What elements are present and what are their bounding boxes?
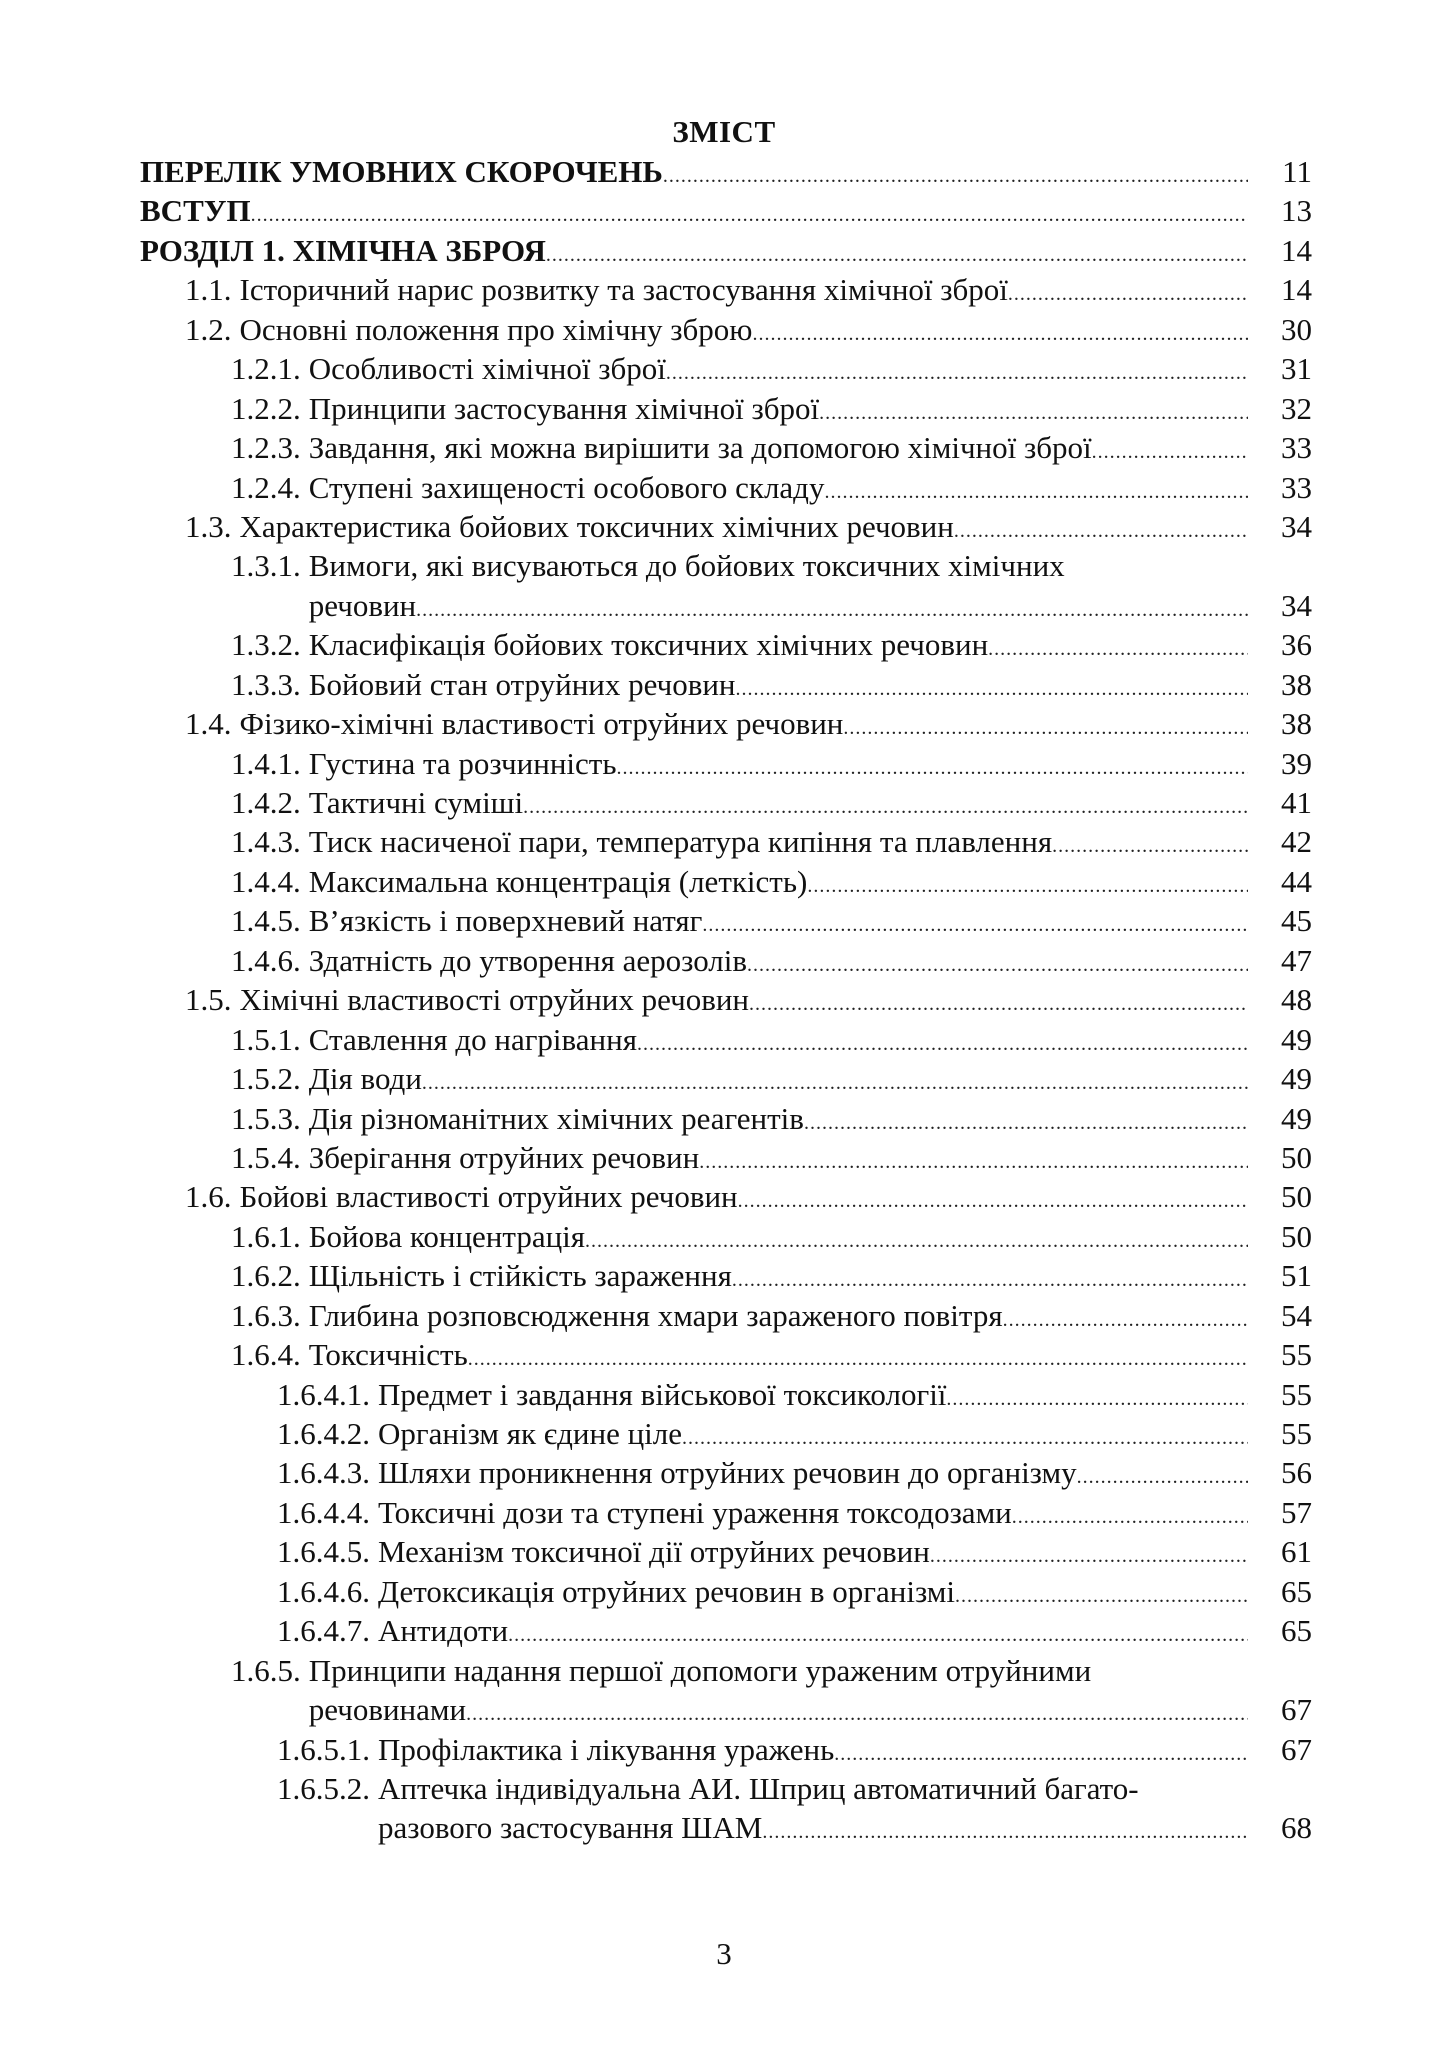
toc-entry-page: 48 bbox=[1281, 982, 1312, 1018]
toc-entry[interactable] bbox=[140, 901, 1312, 940]
toc-entry[interactable] bbox=[140, 1414, 1312, 1453]
toc-entry[interactable] bbox=[140, 1651, 1312, 1690]
toc-entry-page: 41 bbox=[1281, 785, 1312, 820]
toc-entry-page: 61 bbox=[1281, 1534, 1312, 1570]
toc-entry-title: ПЕРЕЛІК УМОВНИХ СКОРОЧЕНЬ bbox=[140, 154, 663, 189]
toc-entry[interactable] bbox=[140, 744, 1312, 783]
toc-entry-body bbox=[231, 783, 1248, 827]
toc-entry[interactable] bbox=[140, 1769, 1312, 1808]
toc-entry-page: 50 bbox=[1281, 1179, 1312, 1215]
toc-entry[interactable] bbox=[140, 389, 1312, 428]
toc-entry-number: 1.4. bbox=[185, 706, 232, 742]
toc-entry-body bbox=[140, 191, 1248, 235]
toc-entry-body bbox=[231, 1256, 1248, 1300]
toc-entry-body bbox=[185, 270, 1248, 314]
toc-entry-page: 14 bbox=[1281, 232, 1312, 268]
toc-entry[interactable] bbox=[140, 1099, 1312, 1138]
toc-entry[interactable] bbox=[140, 1690, 1312, 1729]
toc-entry-number: 1.6.4.3. bbox=[277, 1455, 370, 1491]
toc-entry-body bbox=[140, 231, 1248, 275]
toc-entry-body bbox=[185, 310, 1248, 354]
toc-entry-title: Принципи застосування хімічної зброї bbox=[308, 390, 820, 426]
toc-entry[interactable] bbox=[140, 349, 1312, 388]
toc-entry-title: Антидоти bbox=[378, 1613, 509, 1649]
toc-entry-title: РОЗДІЛ 1. ХІМІЧНА ЗБРОЯ bbox=[140, 232, 546, 268]
toc-entry-page: 49 bbox=[1281, 1061, 1312, 1097]
toc-entry-title: Характеристика бойових токсичних хімічних речовин bbox=[239, 508, 954, 544]
toc-entry[interactable] bbox=[140, 468, 1312, 507]
toc-entry-body bbox=[277, 1493, 1248, 1537]
toc-entry-title: речовин bbox=[308, 587, 417, 623]
toc-entry-number: 1.2.3. bbox=[231, 430, 301, 466]
toc-entry-number: 1.6.4.5. bbox=[277, 1534, 370, 1570]
toc-entry-title: Тактичні суміші bbox=[308, 785, 524, 820]
toc-entry[interactable] bbox=[140, 783, 1312, 822]
toc-entry[interactable] bbox=[140, 1808, 1312, 1847]
toc-entry-title: Профілактика і лікування уражень bbox=[378, 1731, 835, 1767]
toc-entry-title: Аптечка індивідуальна АИ. Шприц автоматичний багато- bbox=[378, 1770, 1139, 1806]
toc-entry-page: 42 bbox=[1281, 824, 1312, 860]
toc-entry-title: разового застосування ШАМ bbox=[378, 1810, 763, 1846]
toc-entry-body bbox=[231, 901, 1248, 945]
toc-entry-page: 55 bbox=[1281, 1376, 1312, 1412]
toc-entry[interactable] bbox=[140, 1730, 1312, 1769]
toc-entry-page: 57 bbox=[1281, 1494, 1312, 1530]
toc-entry-title: Бойовий стан отруйних речовин bbox=[308, 666, 736, 702]
toc-entry[interactable] bbox=[140, 507, 1312, 546]
toc-entry-body bbox=[231, 625, 1248, 669]
toc-entry-page: 36 bbox=[1281, 627, 1312, 663]
toc-entry-title: Бойові властивості отруйних речовин bbox=[239, 1179, 738, 1215]
toc-entry-page: 50 bbox=[1281, 1218, 1312, 1254]
toc-entry[interactable] bbox=[140, 1020, 1312, 1059]
toc-entry[interactable] bbox=[140, 1217, 1312, 1256]
toc-entry-body bbox=[231, 862, 1248, 906]
toc-entry-number: 1.6.5. bbox=[231, 1652, 301, 1688]
toc-entry-number: 1.6.5.1. bbox=[277, 1731, 370, 1767]
toc-entry-body bbox=[231, 349, 1248, 393]
toc-entry[interactable] bbox=[140, 1296, 1312, 1335]
toc-entry[interactable] bbox=[140, 862, 1312, 901]
toc-entry-number: 1.5.3. bbox=[231, 1100, 301, 1136]
toc-entry[interactable] bbox=[140, 1138, 1312, 1177]
dot-leader bbox=[762, 1813, 1248, 1852]
toc-entry-number: 1.5.1. bbox=[231, 1021, 301, 1057]
toc-entry-number: 1.5. bbox=[185, 982, 232, 1018]
toc-entry[interactable] bbox=[140, 1177, 1312, 1216]
toc-entry-body bbox=[277, 1730, 1248, 1774]
toc-entry-page: 38 bbox=[1281, 666, 1312, 702]
toc-entry-title: речовинами bbox=[308, 1692, 467, 1728]
toc-entry[interactable] bbox=[140, 152, 1312, 191]
toc-entry-page: 51 bbox=[1281, 1258, 1312, 1294]
toc-entry-title: Тиск насиченої пари, температура кипіння та плавлення bbox=[308, 824, 1053, 860]
toc-entry[interactable] bbox=[140, 1335, 1312, 1374]
toc-entry-title: Максимальна концентрація (леткість) bbox=[308, 863, 808, 899]
toc-entry-number: 1.2.2. bbox=[231, 390, 301, 426]
toc-entry-title: Густина та розчинність bbox=[308, 745, 617, 781]
toc-entry-page: 67 bbox=[1281, 1692, 1312, 1728]
toc-entry-number: 1.4.6. bbox=[231, 942, 301, 978]
toc-entry-page: 67 bbox=[1281, 1731, 1312, 1767]
table-of-contents bbox=[140, 152, 1312, 1848]
toc-entry-body bbox=[231, 1020, 1248, 1064]
toc-entry-title: В’язкість і поверхневий натяг bbox=[308, 903, 703, 939]
toc-entry-page: 45 bbox=[1281, 903, 1312, 939]
toc-entry-page: 32 bbox=[1281, 390, 1312, 426]
toc-entry-title: Фізико-хімічні властивості отруйних речовин bbox=[239, 706, 844, 742]
toc-entry-page: 30 bbox=[1281, 311, 1312, 347]
toc-entry-body bbox=[231, 468, 1248, 512]
toc-entry[interactable] bbox=[140, 625, 1312, 664]
toc-entry-title: Глибина розповсюдження хмари зараженого повітря bbox=[308, 1297, 1003, 1333]
toc-entry-body bbox=[277, 1453, 1248, 1497]
toc-entry-number: 1.6.1. bbox=[231, 1218, 301, 1254]
toc-entry-page: 13 bbox=[1281, 193, 1312, 229]
toc-entry-page: 56 bbox=[1281, 1455, 1312, 1491]
toc-entry-number: 1.5.2. bbox=[231, 1061, 301, 1097]
toc-entry-title: Механізм токсичної дії отруйних речовин bbox=[378, 1534, 930, 1570]
toc-entry-number: 1.6.4.1. bbox=[277, 1376, 370, 1412]
toc-entry-page: 33 bbox=[1281, 430, 1312, 466]
toc-entry-number: 1.3.2. bbox=[231, 627, 301, 663]
toc-entry-number: 1.4.1. bbox=[231, 745, 301, 781]
toc-entry-title: Класифікація бойових токсичних хімічних речовин bbox=[308, 627, 989, 663]
toc-entry-number: 1.6. bbox=[185, 1179, 232, 1215]
toc-entry-body bbox=[231, 665, 1248, 709]
toc-entry-title: Детоксикація отруйних речовин в організмі bbox=[378, 1573, 955, 1609]
toc-entry-body bbox=[231, 1099, 1248, 1143]
toc-entry-title: Особливості хімічної зброї bbox=[308, 351, 666, 387]
toc-entry[interactable] bbox=[140, 231, 1312, 270]
toc-entry-title: Токсичні дози та ступені ураження токсодозами bbox=[378, 1494, 1012, 1530]
toc-entry-page: 31 bbox=[1281, 351, 1312, 387]
toc-entry-page: 34 bbox=[1281, 587, 1312, 623]
toc-entry-body bbox=[231, 1296, 1248, 1340]
toc-entry-title: Зберігання отруйних речовин bbox=[308, 1139, 700, 1175]
toc-entry[interactable] bbox=[140, 941, 1312, 980]
toc-entry[interactable] bbox=[140, 665, 1312, 704]
toc-entry-title: Дія води bbox=[308, 1061, 422, 1097]
toc-entry-number: 1.2.4. bbox=[231, 469, 301, 505]
toc-entry-page: 14 bbox=[1281, 272, 1312, 308]
toc-entry-title: Ставлення до нагрівання bbox=[308, 1021, 637, 1057]
toc-entry-number: 1.2.1. bbox=[231, 351, 301, 387]
toc-entry-body bbox=[277, 1572, 1248, 1616]
toc-entry-number: 1.6.4. bbox=[231, 1337, 301, 1373]
toc-entry-number: 1.4.4. bbox=[231, 863, 301, 899]
toc-entry-page: 55 bbox=[1281, 1337, 1312, 1373]
toc-entry[interactable] bbox=[140, 310, 1312, 349]
toc-entry-page: 11 bbox=[1282, 154, 1312, 189]
toc-entry-body bbox=[231, 389, 1248, 433]
toc-entry-page: 34 bbox=[1281, 508, 1312, 544]
toc-entry-title: Предмет і завдання військової токсикології bbox=[378, 1376, 947, 1412]
toc-entry-body bbox=[231, 428, 1248, 472]
toc-entry-page: 68 bbox=[1281, 1810, 1312, 1846]
toc-entry-body bbox=[231, 744, 1248, 788]
toc-entry-body bbox=[231, 1138, 1248, 1182]
toc-entry-body bbox=[277, 1414, 1248, 1458]
toc-entry-page: 44 bbox=[1281, 863, 1312, 899]
toc-entry-page: 47 bbox=[1281, 942, 1312, 978]
page-number: 3 bbox=[716, 1936, 732, 1971]
toc-entry-title: Вимоги, які висуваються до бойових токсичних хімічних bbox=[308, 548, 1065, 584]
toc-entry-number: 1.6.3. bbox=[231, 1297, 301, 1333]
toc-entry-body bbox=[231, 1651, 1248, 1690]
toc-entry-number: 1.3.1. bbox=[231, 548, 301, 584]
toc-entry[interactable] bbox=[140, 546, 1312, 585]
toc-entry-title: Ступені захищеності особового складу bbox=[308, 469, 825, 505]
toc-entry-number: 1.4.3. bbox=[231, 824, 301, 860]
toc-entry-title: Основні положення про хімічну зброю bbox=[239, 311, 753, 347]
toc-entry-body bbox=[231, 1690, 1248, 1734]
toc-entry[interactable] bbox=[140, 1453, 1312, 1492]
toc-entry-number: 1.6.4.4. bbox=[277, 1494, 370, 1530]
toc-entry-title: Історичний нарис розвитку та застосування хімічної зброї bbox=[239, 272, 1008, 308]
toc-entry-body bbox=[231, 546, 1248, 585]
toc-entry-page: 49 bbox=[1281, 1100, 1312, 1136]
toc-entry-title: Хімічні властивості отруйних речовин bbox=[239, 982, 750, 1018]
toc-entry-title: ВСТУП bbox=[140, 193, 251, 229]
toc-entry-body bbox=[185, 980, 1248, 1024]
toc-entry[interactable] bbox=[140, 704, 1312, 743]
toc-entry[interactable] bbox=[140, 1059, 1312, 1098]
toc-entry-number: 1.3.3. bbox=[231, 666, 301, 702]
toc-entry[interactable] bbox=[140, 270, 1312, 309]
toc-entry-title: Дія різноманітних хімічних реагентів bbox=[308, 1100, 804, 1136]
toc-entry-body bbox=[231, 941, 1248, 985]
toc-entry[interactable] bbox=[140, 1493, 1312, 1532]
toc-entry[interactable] bbox=[140, 191, 1312, 230]
toc-entry-page: 33 bbox=[1281, 469, 1312, 505]
toc-entry[interactable] bbox=[140, 1256, 1312, 1295]
toc-entry[interactable] bbox=[140, 1532, 1312, 1571]
toc-entry-number: 1.6.4.6. bbox=[277, 1573, 370, 1609]
page-title: ЗМІСТ bbox=[672, 114, 776, 149]
toc-entry-page: 65 bbox=[1281, 1613, 1312, 1649]
toc-entry-body bbox=[277, 1808, 1248, 1852]
toc-entry-number: 1.5.4. bbox=[231, 1139, 301, 1175]
toc-entry-body bbox=[231, 1059, 1248, 1103]
toc-entry[interactable] bbox=[140, 1375, 1312, 1414]
toc-entry[interactable] bbox=[140, 586, 1312, 625]
toc-entry-title: Організм як єдине ціле bbox=[378, 1416, 683, 1451]
toc-entry-number: 1.4.2. bbox=[231, 785, 301, 820]
toc-entry-body bbox=[185, 1177, 1248, 1221]
toc-entry-number: 1.6.5.2. bbox=[277, 1770, 370, 1806]
toc-entry[interactable] bbox=[140, 1572, 1312, 1611]
toc-entry-title: Здатність до утворення аерозолів bbox=[308, 942, 748, 978]
toc-entry-body bbox=[185, 507, 1248, 551]
toc-entry-body bbox=[231, 1217, 1248, 1261]
toc-entry-page: 39 bbox=[1281, 745, 1312, 781]
toc-entry-body bbox=[231, 586, 1248, 630]
toc-entry-page: 54 bbox=[1281, 1297, 1312, 1333]
toc-entry-page: 65 bbox=[1281, 1573, 1312, 1609]
toc-entry-title: Завдання, які можна вирішити за допомогою хімічної зброї bbox=[308, 430, 1092, 466]
toc-entry-body bbox=[140, 152, 1248, 196]
toc-entry-number: 1.2. bbox=[185, 311, 232, 347]
toc-entry[interactable] bbox=[140, 980, 1312, 1019]
toc-entry-number: 1.4.5. bbox=[231, 903, 301, 939]
toc-entry-title: Токсичність bbox=[308, 1337, 468, 1373]
toc-entry-title: Бойова концентрація bbox=[308, 1218, 586, 1254]
toc-entry-body bbox=[277, 1532, 1248, 1576]
toc-entry-body bbox=[231, 822, 1248, 866]
toc-entry-number: 1.1. bbox=[185, 272, 232, 308]
toc-entry-body bbox=[277, 1769, 1248, 1808]
toc-entry-body bbox=[277, 1611, 1248, 1655]
toc-entry[interactable] bbox=[140, 428, 1312, 467]
toc-entry-body bbox=[185, 704, 1248, 748]
toc-entry-number: 1.6.2. bbox=[231, 1258, 301, 1294]
toc-entry-page: 50 bbox=[1281, 1139, 1312, 1175]
toc-entry-number: 1.6.4.7. bbox=[277, 1613, 370, 1649]
toc-entry-number: 1.3. bbox=[185, 508, 232, 544]
toc-entry-page: 55 bbox=[1281, 1416, 1312, 1451]
toc-entry-body bbox=[231, 1335, 1248, 1379]
toc-entry[interactable] bbox=[140, 822, 1312, 861]
toc-entry-body bbox=[277, 1375, 1248, 1419]
toc-entry-title: Щільність і стійкість зараження bbox=[308, 1258, 732, 1294]
toc-entry-page: 38 bbox=[1281, 706, 1312, 742]
toc-entry-title: Шляхи проникнення отруйних речовин до організму bbox=[378, 1455, 1077, 1491]
toc-entry[interactable] bbox=[140, 1611, 1312, 1650]
toc-entry-title: Принципи надання першої допомоги ураженим отруйними bbox=[308, 1652, 1092, 1688]
toc-entry-page: 49 bbox=[1281, 1021, 1312, 1057]
toc-entry-number: 1.6.4.2. bbox=[277, 1416, 370, 1451]
